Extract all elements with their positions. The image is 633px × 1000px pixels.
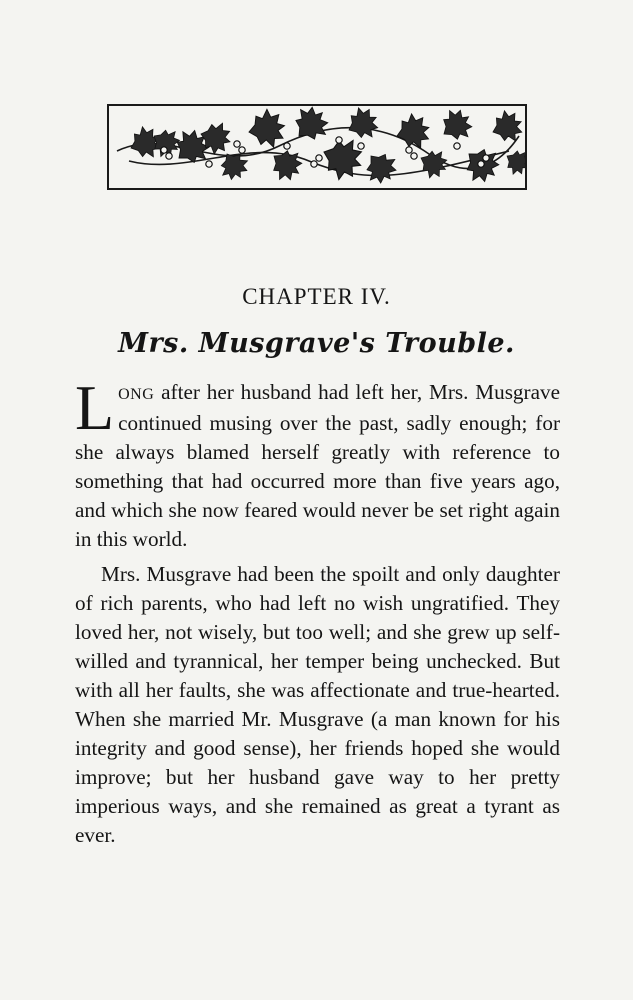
holly-berry-icon [166,153,172,159]
holly-berry-icon [336,137,342,143]
paragraph-1 [75,372,560,554]
holly-leaf-icon [435,106,478,147]
holly-leaf-icon [359,146,403,188]
small-caps-lead: ONG [118,386,155,403]
paragraph-2-text: Mrs. Musgrave had been the spoilt and only daughter of rich parents, who had left no wish ungratified. They loved her, not wisely, but too well; and she grew up self-willed and tyrannical, her temper being unchecked. But with all her faults, she was affectionate and true-hearted. When she married Mr. Musgrave (a man known for his integrity and good sense), her friends hoped she would improve; but her husband gave way to her pretty imperious ways, and she remained as great a tyrant as ever. [75,562,560,847]
holly-berry-icon [206,161,212,167]
drop-cap: L [75,372,115,443]
holly-berry-icon [454,143,460,149]
holly-berry-icon [239,147,245,153]
holly-berry-icon [483,155,489,161]
holly-leaf-icon [342,106,383,145]
holly-berry-icon [478,161,484,167]
chapter-title: Mrs. Musgrave's Trouble. [118,328,515,359]
holly-berry-icon [161,147,167,153]
holly-leaf-icon [501,145,525,179]
holly-ornament-drawing [109,106,525,188]
chapter-heading: CHAPTER IV. [242,284,391,309]
holly-berry-icon [411,153,417,159]
paragraph-2 [75,560,560,850]
holly-leaf-icon [488,107,525,147]
holly-berry-icon [234,141,240,147]
holly-berry-icon [316,155,322,161]
holly-berry-icon [311,161,317,167]
holly-berry-icon [284,143,290,149]
holly-leaf-icon [287,106,335,148]
chapter-body [75,372,560,850]
holly-berry-icon [406,147,412,153]
holly-leaf-icon [392,110,433,153]
holly-leaf-icon [215,147,253,185]
paragraph-1-text: after her husband had left her, Mrs. Musgrave continued musing over the past, sadly enough; for she always blamed herself greatly with reference to something that had occurred more than five years ago, and which she now feared would never be set right again in this world. [75,380,560,551]
holly-garland-icon [107,104,527,190]
holly-berry-icon [358,143,364,149]
